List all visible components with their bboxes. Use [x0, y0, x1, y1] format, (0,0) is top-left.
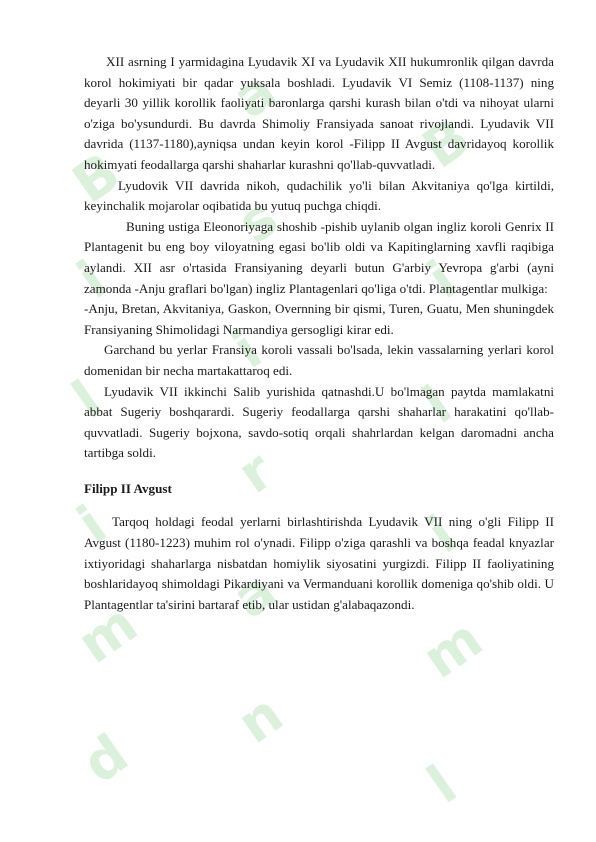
- svg-text:i: i: [66, 493, 118, 556]
- svg-text:i: i: [416, 248, 468, 311]
- svg-text:l: l: [61, 368, 113, 431]
- svg-text:m: m: [66, 591, 149, 676]
- svg-text:l: l: [416, 753, 468, 816]
- svg-text:d: d: [71, 721, 140, 796]
- section-heading: Filipp II Avgust: [84, 480, 172, 496]
- svg-text:m: m: [411, 606, 494, 691]
- svg-text:i: i: [416, 503, 468, 566]
- paragraph-final: Tarqoq holdagi feodal yerlarni birlashtirishda Lyudavik VII ning o'gli Filipp II Avgust (1180-1223) muhim rol o'ynadi. Filipp o'ziga qarashli va boshqa feadal knyazlar ixtiyoridagi shaharlarga nisbatdan homiylik siyosatini yurgizdi. Filipp II faoliyatining boshlaridayoq shimoldagi Pikardiyani va Vermanduani korollik domeniga qo'shib oldi. U Plantagentlar ta'sirini bartaraf etib, ular ustidan g'alabaqazondi.: [84, 514, 554, 612]
- paragraph-3: Buning ustiga Eleonoriyaga shoshib -pishib uylanib olgan ingliz koroli Genrix II Plantagenit bu eng boy viloyatning egasi bo'lib oldi va Kapitinglarning xavfli raqibiga aylandi. XII asr o'rtasida Fransiyaning deyarli butun G'arbiy Yevropa g'arbi (ayni zamonda -Anju graflari bo'lgan) ingliz Plantagenlari qo'liga o'tdi. Plantagentlar mulkiga:: [84, 218, 554, 296]
- svg-text:i: i: [66, 248, 118, 311]
- svg-text:B: B: [411, 105, 482, 181]
- svg-text:a: a: [221, 558, 288, 631]
- paragraph-5: Garchand bu yerlar Fransiya koroli vassali bo'lsada, lekin vassalarning yerlari korol domenidan bir necha martakattaroq edi.: [84, 342, 554, 378]
- svg-text:s: s: [226, 185, 289, 256]
- svg-text:a: a: [221, 58, 288, 131]
- svg-text:l: l: [411, 373, 463, 436]
- paragraph-1: XII asrning I yarmidagina Lyudavik XI va Lyudavik XII hukumronlik qilgan davrda korol hokimiyati bir qadar yuksala boshladi. Lyudavik VI Semiz (1108-1137) ning deyarli 30 yillik korollik faoliyati baronlarga qarshi kurash bilan o'tdi va nihoyat ularni o'ziga bo'ysundurdi. Bu davrda Shimoliy Fransiyada sanoat rivojlandi. Lyudavik VII davrida (1137-1180),ayniqsa undan keyin korol -Filipp II Avgust davridayoq korollik hokimyati feodallarga qarshi shaharlar kurashni qo'llab-quvvatladi.: [84, 54, 554, 172]
- paragraph-2: Lyudovik VII davrida nikoh, qudachilik yo'li bilan Akvitaniya qo'lga kirtildi, keyinchalik mojarolar oqibatida bu yutuq puchga chiqdi.: [84, 177, 554, 214]
- svg-text:B: B: [61, 140, 132, 216]
- document-page: [84, 52, 554, 615]
- svg-text:r: r: [226, 438, 285, 506]
- paragraph-4: -Anju, Bretan, Akvitaniya, Gaskon, Overnning bir qismi, Turen, Guatu, Men shuningdek Fransiyaning Shimolidagi Narmandiya gersogligi kirar edi.: [84, 301, 554, 337]
- svg-text:n: n: [226, 681, 294, 756]
- svg-text:i: i: [221, 318, 273, 381]
- paragraph-6: Lyudavik VII ikkinchi Salib yurishida qatnashdi.U bo'lmagan paytda mamlakatni abbat Sugeriy boshqarardi. Sugeriy feodallarga qarshi shaharlar harakatini qo'llab-quvvatladi. Sugeriy bojxona, savdo-sotiq orqali shahrlardan kelgan daromadni ancha tartibga soldi.: [84, 383, 554, 461]
